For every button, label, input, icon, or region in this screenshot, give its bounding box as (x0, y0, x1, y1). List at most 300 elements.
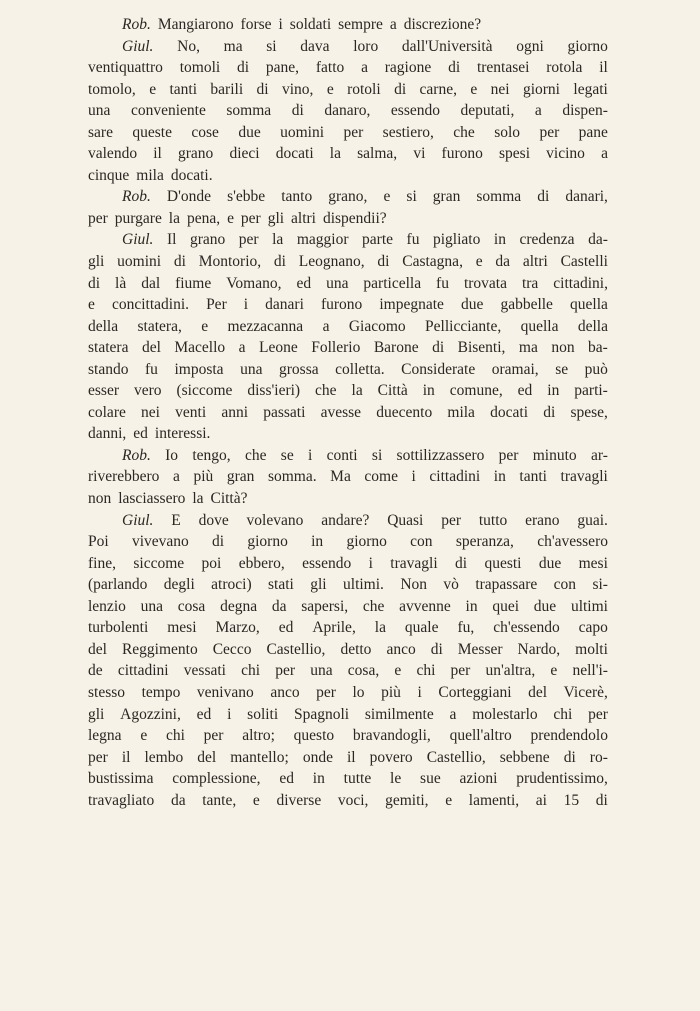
word: i (227, 705, 232, 723)
word: anni (221, 403, 249, 421)
word: di (455, 554, 468, 572)
text-line (88, 165, 608, 187)
text-line (88, 768, 608, 790)
word: pane (578, 123, 608, 141)
word: conti (326, 446, 358, 464)
text-line (88, 445, 608, 467)
word: Follerio (311, 339, 361, 357)
word: Leone (259, 339, 298, 357)
word: i (308, 446, 313, 464)
word: altri (522, 253, 548, 271)
word: dieci (229, 145, 260, 163)
word: grano (189, 231, 226, 249)
word: Reggimento (121, 640, 198, 658)
word: Castagna, (402, 253, 463, 271)
word: soldati (289, 16, 332, 33)
word: molestarlo (472, 705, 538, 723)
word: ventiquattro (88, 59, 163, 77)
word: ebbero, (238, 554, 285, 572)
word: per (441, 511, 461, 529)
word: ch'avessero (537, 533, 608, 551)
word: i (368, 554, 373, 572)
word: similmente (364, 705, 434, 723)
word: furono (441, 145, 483, 163)
text-line (88, 251, 608, 273)
text-line (88, 122, 608, 144)
text-line (88, 143, 608, 165)
word: molti (575, 640, 608, 658)
word: e (383, 188, 391, 206)
word: per (539, 123, 560, 141)
word: chi (241, 662, 261, 680)
word: di (394, 80, 407, 98)
word: tutto (478, 511, 508, 529)
word: uomini (117, 253, 162, 271)
word: Messer (457, 640, 503, 658)
speaker-label: Giul. (122, 231, 154, 249)
word: gabbelle (500, 296, 553, 314)
word: quale (404, 619, 439, 637)
word: Giacomo (348, 317, 406, 335)
word: a (534, 102, 542, 120)
word: di (595, 791, 608, 809)
word: turbolenti (88, 619, 149, 637)
word: diss'ieri) (247, 382, 301, 400)
word: tengo, (192, 446, 231, 464)
word: di (273, 253, 286, 271)
text-line (88, 273, 608, 295)
word: minuto (532, 446, 577, 464)
word: uomini (280, 123, 325, 141)
word: Agozzini, (120, 705, 181, 723)
word: i (411, 468, 416, 486)
word: in (422, 382, 435, 400)
word: solo (494, 123, 521, 141)
word: questo (293, 727, 335, 745)
word: venti (175, 403, 207, 421)
word: da (271, 597, 287, 615)
word: comune, (449, 382, 503, 400)
word: quei (492, 597, 520, 615)
word: prendendolo (530, 727, 608, 745)
word: Città? (210, 490, 248, 508)
word: parte (362, 231, 394, 249)
word: tomolo, (88, 80, 136, 98)
word: trapassare (475, 576, 538, 594)
word: conveniente (130, 102, 206, 120)
word: somma (476, 188, 522, 206)
word: passati (263, 403, 306, 421)
word: il (121, 748, 131, 766)
word: ed (278, 619, 294, 637)
word: mezzacanna (227, 317, 304, 335)
word: a (389, 16, 397, 33)
text-line (88, 488, 608, 510)
word: dispen- (562, 102, 608, 120)
word: Città (377, 382, 408, 400)
word: come (364, 468, 398, 486)
word: vivevano (131, 533, 189, 551)
word: di (448, 59, 461, 77)
word: maggior (296, 231, 349, 249)
word: chi (165, 727, 185, 745)
word: mesi (578, 554, 608, 572)
speaker-label: Giul. (122, 37, 154, 55)
word: (parlando (88, 576, 148, 594)
word: e (470, 80, 478, 98)
word: vò (443, 576, 459, 594)
word: si- (592, 576, 608, 594)
word: a (361, 59, 368, 77)
word: andare? (321, 511, 370, 529)
word: questi (484, 554, 522, 572)
word: purgare (114, 209, 162, 227)
word: e (252, 791, 260, 809)
word: della (577, 317, 608, 335)
word: per (275, 662, 296, 680)
word: il (599, 59, 608, 77)
word: ultimi (570, 597, 608, 615)
speaker-label: Rob. (122, 446, 151, 464)
word: a (322, 317, 330, 335)
word: Macello (174, 339, 226, 357)
word: avesse (320, 403, 362, 421)
word: gran (226, 468, 255, 486)
word: di (430, 640, 443, 658)
word: venivano (196, 683, 254, 701)
word: tempo (141, 683, 181, 701)
word: credenza (519, 231, 575, 249)
text-line (88, 316, 608, 338)
word: Poi (88, 533, 109, 551)
word: fine, (88, 554, 116, 572)
word: Castellio, (266, 640, 326, 658)
text-line (88, 79, 608, 101)
word: stando (88, 360, 129, 378)
text-line (88, 617, 608, 639)
text-line (88, 574, 608, 596)
word: Bisenti, (457, 339, 506, 357)
word: ultimi. (343, 576, 384, 594)
word: pigliato (433, 231, 481, 249)
word: Considerate (401, 360, 476, 378)
text-line (88, 510, 608, 532)
word: di (377, 253, 390, 271)
word: colare (88, 403, 126, 421)
speaker-label: Giul. (122, 511, 154, 529)
word: di (537, 188, 550, 206)
word: la (192, 490, 204, 508)
word: con (553, 576, 577, 594)
word: docati (490, 403, 529, 421)
word: giorno (346, 533, 387, 551)
text-line (88, 57, 608, 79)
word: a (449, 705, 457, 723)
word: dall'Università (401, 37, 493, 55)
word: la (272, 231, 284, 249)
word: tanto (281, 188, 313, 206)
word: per (203, 727, 224, 745)
word: dava (300, 37, 330, 55)
word: oramai, (491, 360, 539, 378)
word: D'onde (166, 188, 212, 206)
word: grano (178, 145, 214, 163)
word: ma (223, 37, 243, 55)
word: azioni (459, 770, 498, 788)
word: cittadini (429, 468, 481, 486)
text-line (88, 14, 608, 36)
word: per (588, 705, 608, 723)
word: rotola (546, 59, 583, 77)
word: e (227, 209, 234, 227)
word: e (140, 727, 148, 745)
word: Il (166, 231, 177, 249)
word: da (495, 253, 511, 271)
word: cosa (177, 597, 206, 615)
word: cosa, (347, 662, 380, 680)
word: erano (525, 511, 560, 529)
word: tanti (169, 80, 198, 98)
word: e (149, 80, 157, 98)
word: tutte (343, 770, 372, 788)
word: docati (275, 145, 314, 163)
word: può (584, 360, 608, 378)
word: le (390, 770, 402, 788)
word: che (362, 597, 385, 615)
word: una (326, 274, 349, 292)
word: per (450, 662, 471, 680)
word: bravandogli, (352, 727, 431, 745)
word: ed (279, 770, 294, 788)
word: quell'altro (449, 727, 512, 745)
word: vino, (281, 80, 314, 98)
word: in (311, 533, 324, 551)
word: a (238, 339, 246, 357)
word: carne, (419, 80, 457, 98)
word: anco (386, 640, 416, 658)
word: Nardo, (517, 640, 561, 658)
word: tra (521, 274, 539, 292)
word: pena, (186, 209, 221, 227)
word: Ma (330, 468, 351, 486)
word: sare (88, 123, 113, 141)
word: vi (413, 145, 426, 163)
text-line (88, 294, 608, 316)
word: ragione (384, 59, 432, 77)
word: prudentissimo, (516, 770, 608, 788)
word: si (406, 188, 417, 206)
word: onde (302, 748, 333, 766)
word: No, (177, 37, 200, 55)
word: poi (201, 554, 222, 572)
word: nei (490, 80, 510, 98)
word: furono (320, 296, 363, 314)
word: lenzio (88, 597, 126, 615)
word: ro- (589, 748, 608, 766)
word: volevano (246, 511, 304, 529)
word: impegnate (379, 296, 444, 314)
word: se (280, 446, 294, 464)
word: dispendii? (322, 209, 387, 227)
word: a (601, 145, 608, 163)
word: speranza, (455, 533, 514, 551)
word: imposta (174, 360, 224, 378)
word: povero (369, 748, 413, 766)
word: ed (196, 705, 212, 723)
word: Marzo, (215, 619, 260, 637)
word: rotoli (347, 80, 381, 98)
word: del (197, 748, 217, 766)
word: fiume (175, 274, 212, 292)
word: per (240, 209, 261, 227)
word: due (538, 554, 562, 572)
word: riverebbero (88, 468, 160, 486)
word: pane, (265, 59, 300, 77)
word: altri (291, 209, 316, 227)
word: chi (416, 662, 436, 680)
word: soliti (247, 705, 279, 723)
word: detto (340, 640, 372, 658)
word: da (170, 791, 186, 809)
text-line (88, 423, 608, 445)
word: vessati (183, 662, 226, 680)
word: essendo (302, 554, 352, 572)
word: siccome (133, 554, 185, 572)
word: degli (163, 576, 195, 594)
word: loro (353, 37, 379, 55)
word: i (278, 16, 283, 33)
word: giorno (567, 37, 608, 55)
word: e (475, 253, 483, 271)
word: e (445, 791, 453, 809)
word: parti- (574, 382, 608, 400)
word: gli (267, 209, 285, 227)
word: la (374, 619, 386, 637)
word: cinque (88, 166, 130, 184)
word: tanti (519, 468, 547, 486)
word: essendo (390, 102, 440, 120)
word: a (173, 468, 180, 486)
word: ed (133, 425, 148, 443)
word: duecento (376, 403, 433, 421)
word: Castelli (560, 253, 608, 271)
word: vicino (546, 145, 585, 163)
word: Montorio, (198, 253, 262, 271)
word: in (493, 468, 506, 486)
word: ai (535, 791, 547, 809)
word: mila (136, 166, 164, 184)
word: due (238, 123, 261, 141)
word: la (168, 209, 180, 227)
word: danaro, (324, 102, 371, 120)
word: fu, (457, 619, 475, 637)
word: in (312, 770, 325, 788)
text-line (88, 531, 608, 553)
word: due (533, 597, 557, 615)
word: fu (436, 274, 449, 292)
speaker-label: Rob. (122, 16, 151, 33)
text-line (88, 208, 608, 230)
word: sapersi, (301, 597, 349, 615)
word: avvenne (399, 597, 451, 615)
dialogue-text (88, 14, 608, 811)
text-line (88, 100, 608, 122)
word: quella (520, 317, 559, 335)
text-line (88, 553, 608, 575)
word: Pellicciante, (425, 317, 502, 335)
word: Vicerè, (563, 683, 608, 701)
word: spese, (570, 403, 608, 421)
text-line (88, 402, 608, 424)
word: deputati, (460, 102, 515, 120)
word: legati (573, 80, 608, 98)
word: si (371, 446, 383, 464)
word: capo (578, 619, 608, 637)
word: ed (296, 274, 312, 292)
word: complessione, (172, 770, 261, 788)
word: del (88, 640, 107, 658)
word: docati. (170, 166, 213, 184)
word: con (410, 533, 433, 551)
word: valendo (88, 145, 138, 163)
word: sebbene (499, 748, 550, 766)
word: colletta. (335, 360, 385, 378)
word: del (528, 683, 548, 701)
word: altro; (242, 727, 275, 745)
word: in (465, 597, 478, 615)
word: una (240, 360, 263, 378)
word: del (141, 339, 161, 357)
word: stesso (88, 683, 126, 701)
text-line (88, 725, 608, 747)
word: i (417, 683, 422, 701)
word: fu (406, 231, 420, 249)
word: si (266, 37, 277, 55)
word: Spagnoli (293, 705, 350, 723)
word: s'ebbe (227, 188, 266, 206)
word: somma (226, 102, 272, 120)
word: che (315, 382, 337, 400)
word: Castellio, (426, 748, 486, 766)
word: travagli (560, 468, 608, 486)
word: mesi (167, 619, 197, 637)
word: e (326, 80, 334, 98)
text-line (88, 596, 608, 618)
word: per (88, 209, 108, 227)
word: tomoli (179, 59, 221, 77)
word: danari (265, 296, 304, 314)
word: atroci) (211, 576, 252, 594)
word: fatto (315, 59, 345, 77)
text-line (88, 359, 608, 381)
word: una (310, 662, 333, 680)
word: ba- (588, 339, 608, 357)
word: di (173, 253, 186, 271)
word: gli (88, 705, 105, 723)
word: Vomano, (226, 274, 282, 292)
word: di (256, 80, 269, 98)
text-line (88, 747, 608, 769)
word: di (88, 274, 101, 292)
word: ar- (590, 446, 608, 464)
word: grano, (328, 188, 368, 206)
word: se (555, 360, 569, 378)
word: Leognano, (298, 253, 365, 271)
word: per (498, 446, 519, 464)
word: salma, (357, 145, 398, 163)
word: queste (132, 123, 172, 141)
word: la (329, 145, 341, 163)
